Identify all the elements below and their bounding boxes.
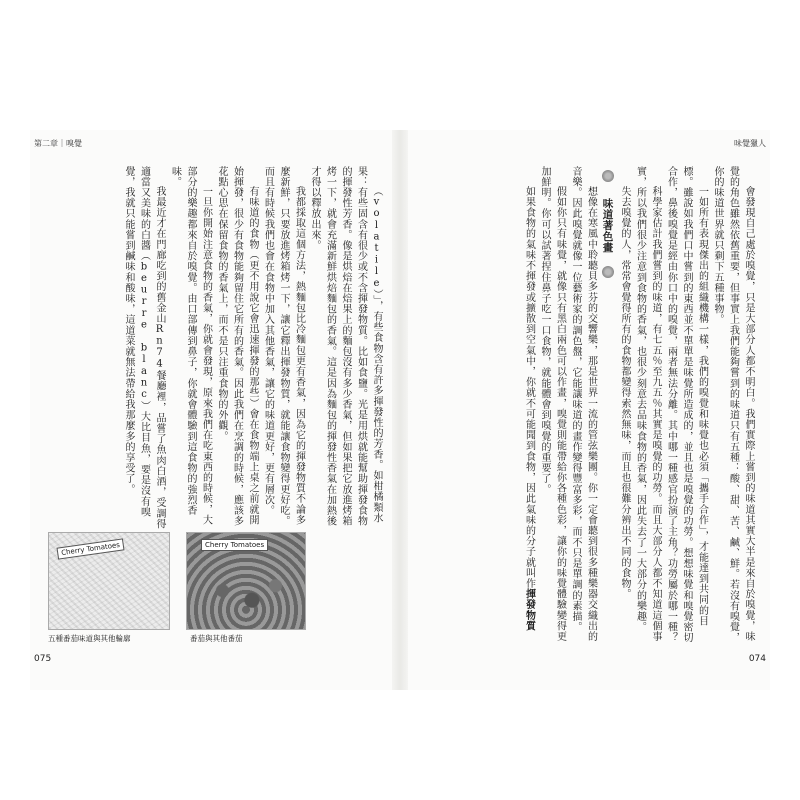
paragraph: 想像在寒風中聆聽貝多芬的交響樂，那是世界一流的管弦樂團。你一定會聽到很多種樂器交織出的音樂。因此嗅覺就像一位藝術家的調色盤，它能讓味道的畫作變得豐富多彩，而不只是單調的素描。: [570, 166, 597, 642]
running-header-left: 第二章｜嗅覺: [34, 139, 82, 148]
subheading-text: 味道著色畫: [601, 197, 614, 254]
paragraph-text: 如果食物的氣味不揮發或擴散到空氣中，你就不可能聞到食物，因此氣味的分子就叫作揮發物質: [523, 186, 535, 632]
paragraph: 假如你只有味覺，就像只有黑白兩色可以作畫，嗅覺則能帶給你各種色彩，讓你的味覺體驗變得更加鮮明。你可以試著捏住鼻子吃一口食物，就能體會到嗅覺的重要了。: [539, 166, 566, 642]
paragraph: 一旦你開始注意食物的香氣，你就會發現，原來我們在吃東西的時候，大部分的樂趣都來自於嗅覺。由口部傳到鼻子，你就會體驗到這食物的強烈香味。: [169, 166, 212, 526]
photo-sign-text: Cherry Tomatoes: [56, 538, 124, 559]
paragraph: [521, 166, 537, 646]
bullet-circle-icon: [602, 170, 614, 182]
book-gutter: [392, 130, 408, 690]
photo-sign-text: Cherry Tomatoes: [201, 539, 268, 551]
paragraph: 會發現自己處於嗅覺，只是大部分人都不明白。我們實際上嘗到的味道其實大半是來自於嗅覺，味覺的角色雖然依舊重要，但事實上我們能夠嘗到的味道只有五種：酸、甜、苦、鹹、鮮。若沒有嗅覺，你的味道世界就只剩下五種事物。: [712, 166, 754, 643]
paragraph: 科學家估計我們嘗到的味道，有七五％至九五％其實是嗅覺的功勞。而且大部分人都不知道這個事實，所以我們很少注意到食物的香氣，也很少刻意去品味食物的香氣，因此失去了一大部分的樂趣。: [634, 166, 661, 642]
paragraph: 我都採取這個方法，熱麵包比冷麵包更有香氣，因為它的揮發物質不論多麼新鮮，只要放進烤箱烤一下，讓它釋出揮發物質，就能讓食物變得更好吃。而且有時候我們也會在食物中加入其他香氣，讓它的味道更好，更有層次。: [262, 166, 305, 527]
paragraph: 失去嗅覺的人，常常會覺得所有的食物都變得索然無味，而且也很難分辨出不同的食物。: [619, 186, 630, 600]
page-number-right: 074: [748, 654, 766, 664]
bullet-circle-icon: [602, 266, 614, 278]
left-page-body: [44, 166, 384, 531]
paragraph: （volatile）」，有些食物含有許多揮發性的芳香。如柑橘類水果：有些固含有很少或不含揮發物質。比如食鹽。光是用烘就能幫助揮發食物的揮發性芳香。像是烘焙在焙果上的麵包沒有多少香氣，但如果把它放進烤箱烤一下，就會充滿新鮮烘焙麵包的香氣。這是因為麵包的揮發性香氣在加熱後才得以釋放出來。: [309, 166, 382, 527]
photo-caption: 番茄與其他番茄: [190, 634, 243, 643]
left-page: [30, 130, 392, 690]
page-number-left: 075: [34, 654, 52, 664]
tomato-sketch-photo: [48, 532, 170, 630]
photo-caption: 五種番茄味道與其他輪廓: [48, 634, 131, 643]
paragraph: 一如所有表現傑出的組織機構一樣，我們的嗅覺和味覺也必須「攜手合作」，才能達到共同的目標。雖說如我們口中嘗到的東西並不單單是味覺所造成的，並且也是嗅覺的功勞。想想味覺和嗅覺密切合作，鼻後嗅覺是經由你口中的嗅覺，兩者無法分離。其中哪一種感官扮演了主角？功勞屬於哪一種？: [665, 166, 708, 643]
paragraph: 我最近才在門廊吃到的舊金山Rn74餐廳裡，品嘗了魚肉白酒，受調得適當又美味的白醬（beurre blanc）大比目魚，要是沒有嗅覺，我就只能嘗到鹹味和酸味，這道菜就無法帶給我那麼多的享受了。: [123, 166, 165, 530]
tomato-market-photo: [186, 532, 306, 630]
right-page-body: [421, 166, 756, 646]
emphasized-term: 揮發物質: [523, 588, 535, 632]
section-subheading: [599, 170, 617, 281]
running-header-right: 味覺獵人: [734, 139, 766, 148]
paragraph: 有味道的食物（更不用說它會迅速揮發的那些）會在食物端上桌之前就開始揮發，很少有食物能夠留住它所有的香氣。因此我們在烹調的時候，應該多花點心思在保留食物的香氣上，而不是只注重食物的外觀。: [216, 166, 258, 527]
right-page: [408, 130, 770, 690]
